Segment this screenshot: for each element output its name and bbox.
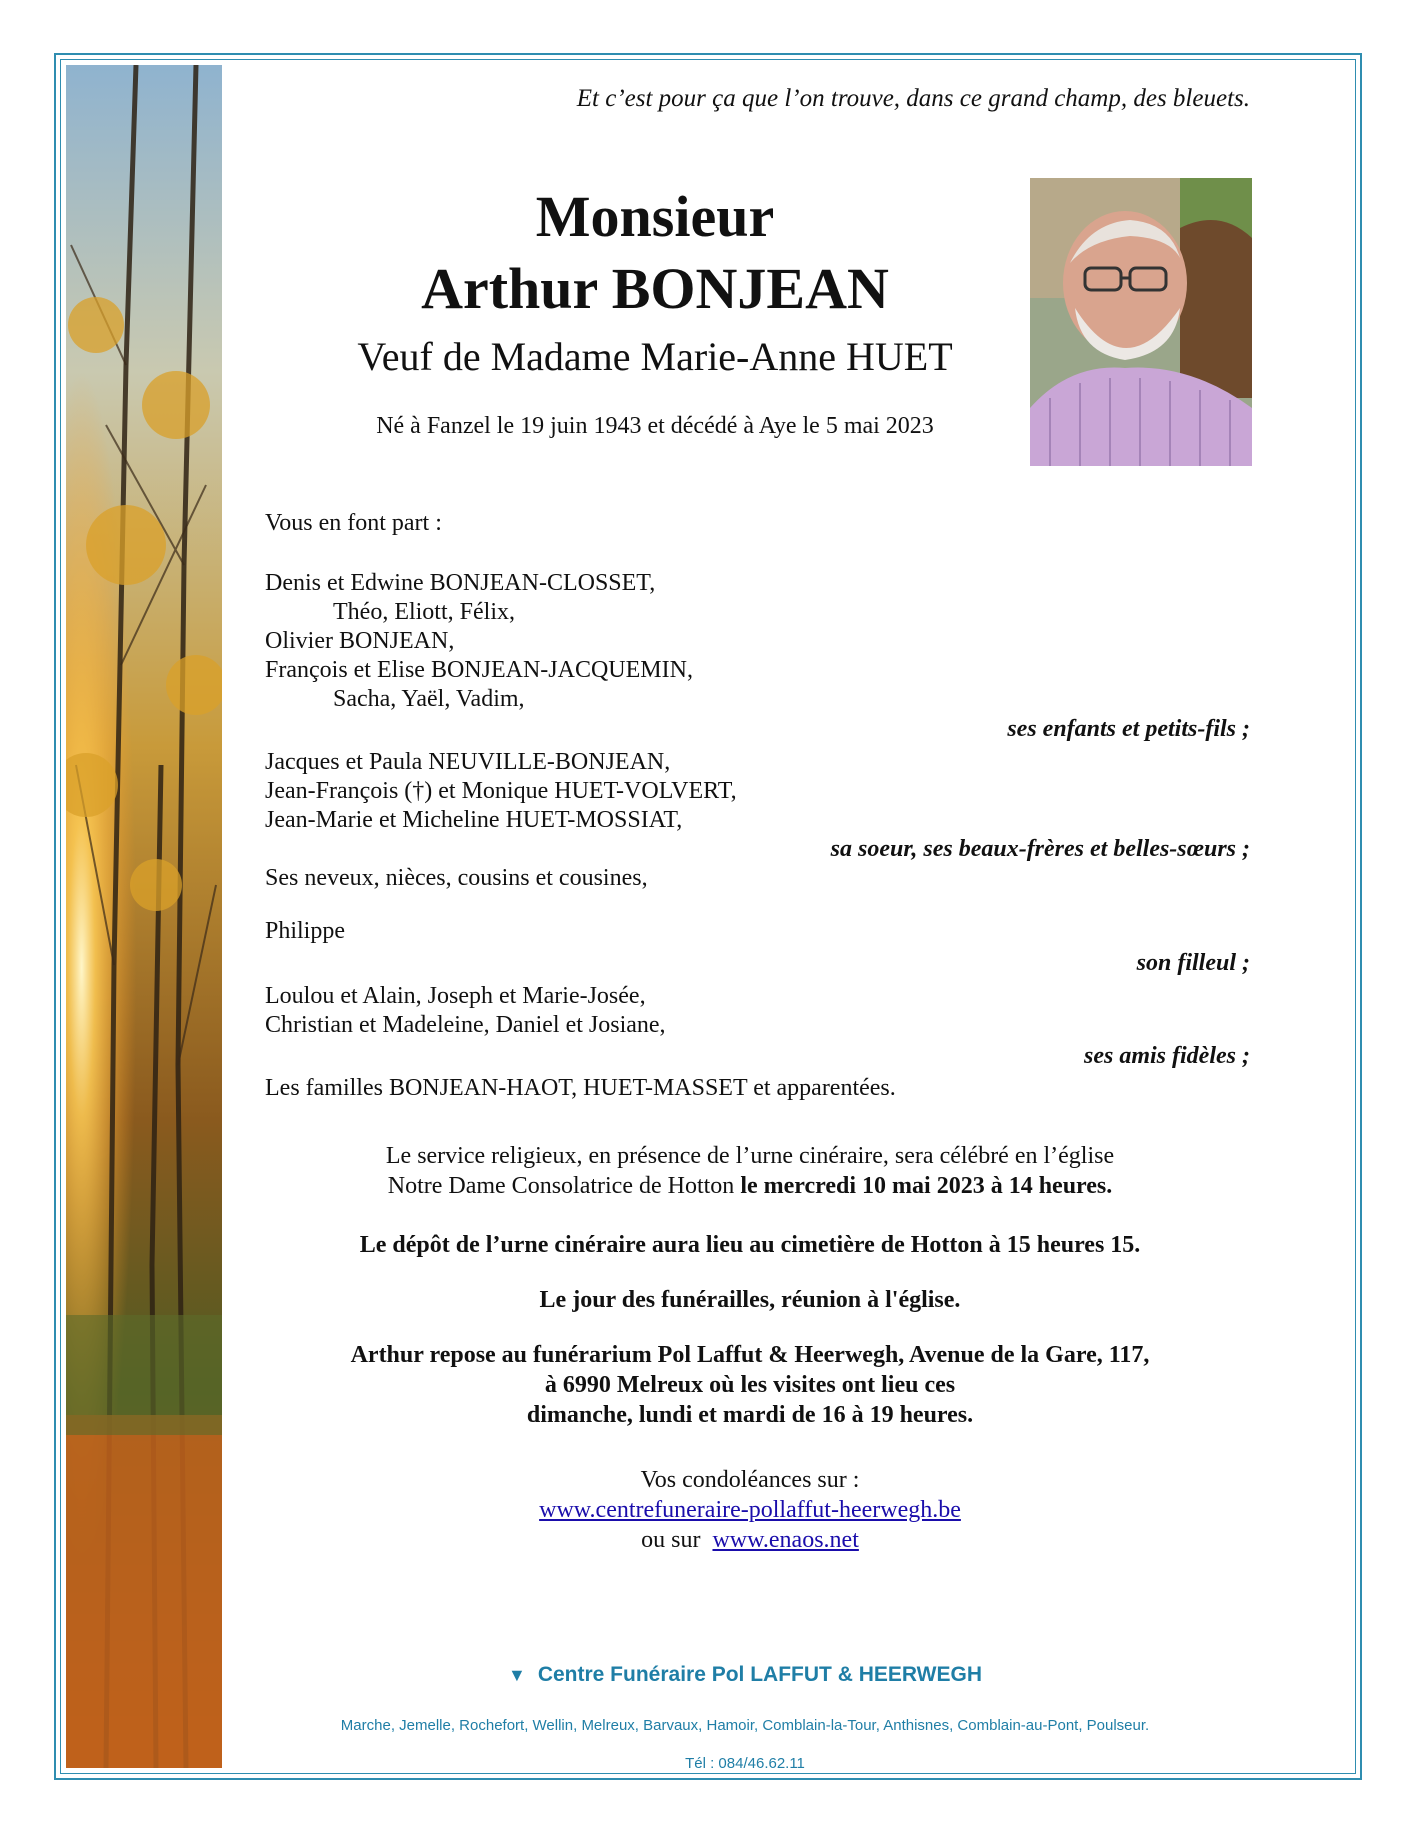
service-location: Notre Dame Consolatrice de Hotton [387, 1173, 741, 1199]
condolences-link-row [240, 1495, 1260, 1525]
service-datetime: le mercredi 10 mai 2023 à 14 heures. [740, 1173, 1113, 1199]
family-line: François et Elise BONJEAN-JACQUEMIN, [265, 657, 693, 683]
rest-line: à 6990 Melreux où les visites ont lieu ces [544, 1372, 956, 1398]
content-area [240, 65, 1250, 1772]
condolences-label: Vos condoléances sur : [640, 1467, 860, 1493]
relation-label-siblings: sa soeur, ses beaux-frères et belles-sœurs ; [830, 836, 1250, 862]
family-line: Ses neveux, nièces, cousins et cousines, [265, 865, 648, 891]
service-line: Le service religieux, en présence de l’urne cinéraire, sera célébré en l’église [385, 1143, 1115, 1169]
triangle-down-icon: ▼ [508, 1665, 526, 1685]
rest-line: Arthur repose au funérarium Pol Laffut & Heerwegh, Avenue de la Gare, 117, [350, 1342, 1150, 1368]
funeral-home-towns: Marche, Jemelle, Rochefort, Wellin, Melreux, Barvaux, Hamoir, Comblain-la-Tour, Anthisnes, Comblain-au-Pont, Poulseur. [340, 1717, 1150, 1734]
honorific: Monsieur [535, 184, 775, 249]
quote: Et c’est pour ça que l’on trouve, dans ce grand champ, des bleuets. [576, 85, 1250, 112]
family-line: Denis et Edwine BONJEAN-CLOSSET, [265, 570, 656, 596]
or-label: ou sur [641, 1527, 701, 1553]
family-line: Philippe [265, 918, 346, 944]
deceased-name: Arthur BONJEAN [421, 256, 889, 321]
relation-label-friends: ses amis fidèles ; [1084, 1043, 1250, 1069]
funeral-home-name: Centre Funéraire Pol LAFFUT & HEERWEGH [537, 1663, 982, 1686]
funeral-home-name-row [240, 1663, 1250, 1687]
family-line: Théo, Eliott, Félix, [333, 599, 515, 625]
condolences-link-enaos[interactable]: www.enaos.net [712, 1527, 859, 1553]
autumn-forest-photo [66, 65, 222, 1768]
family-line: Sacha, Yaël, Vadim, [333, 686, 525, 712]
meeting-note: Le jour des funérailles, réunion à l'église. [539, 1287, 961, 1313]
rest-line: dimanche, lundi et mardi de 16 à 19 heures. [526, 1402, 974, 1428]
condolences-link-centre[interactable]: www.centrefuneraire-pollaffut-heerwegh.be [539, 1497, 961, 1523]
announcement-intro: Vous en font part : [265, 510, 442, 536]
condolences-alt-row [240, 1525, 1260, 1555]
service-line [240, 1171, 1260, 1201]
funeral-home-phone: Tél : 084/46.62.11 [685, 1755, 805, 1772]
family-line: Loulou et Alain, Joseph et Marie-Josée, [265, 983, 646, 1009]
urn-deposit: Le dépôt de l’urne cinéraire aura lieu au cimetière de Hotton à 15 heures 15. [359, 1232, 1141, 1258]
portrait-photo [1030, 178, 1252, 466]
life-dates: Né à Fanzel le 19 juin 1943 et décédé à Aye le 5 mai 2023 [376, 413, 934, 439]
family-line: Les familles BONJEAN-HAOT, HUET-MASSET et apparentées. [265, 1075, 896, 1101]
family-line: Olivier BONJEAN, [265, 628, 455, 654]
family-line: Christian et Madeleine, Daniel et Josiane, [265, 1012, 666, 1038]
family-line: Jacques et Paula NEUVILLE-BONJEAN, [265, 749, 671, 775]
relation-label-children: ses enfants et petits-fils ; [1007, 716, 1250, 742]
widow-of: Veuf de Madame Marie-Anne HUET [357, 334, 953, 379]
family-line: Jean-François (†) et Monique HUET-VOLVERT, [265, 778, 737, 804]
relation-label-godson: son filleul ; [1136, 950, 1250, 976]
family-line: Jean-Marie et Micheline HUET-MOSSIAT, [265, 807, 683, 833]
